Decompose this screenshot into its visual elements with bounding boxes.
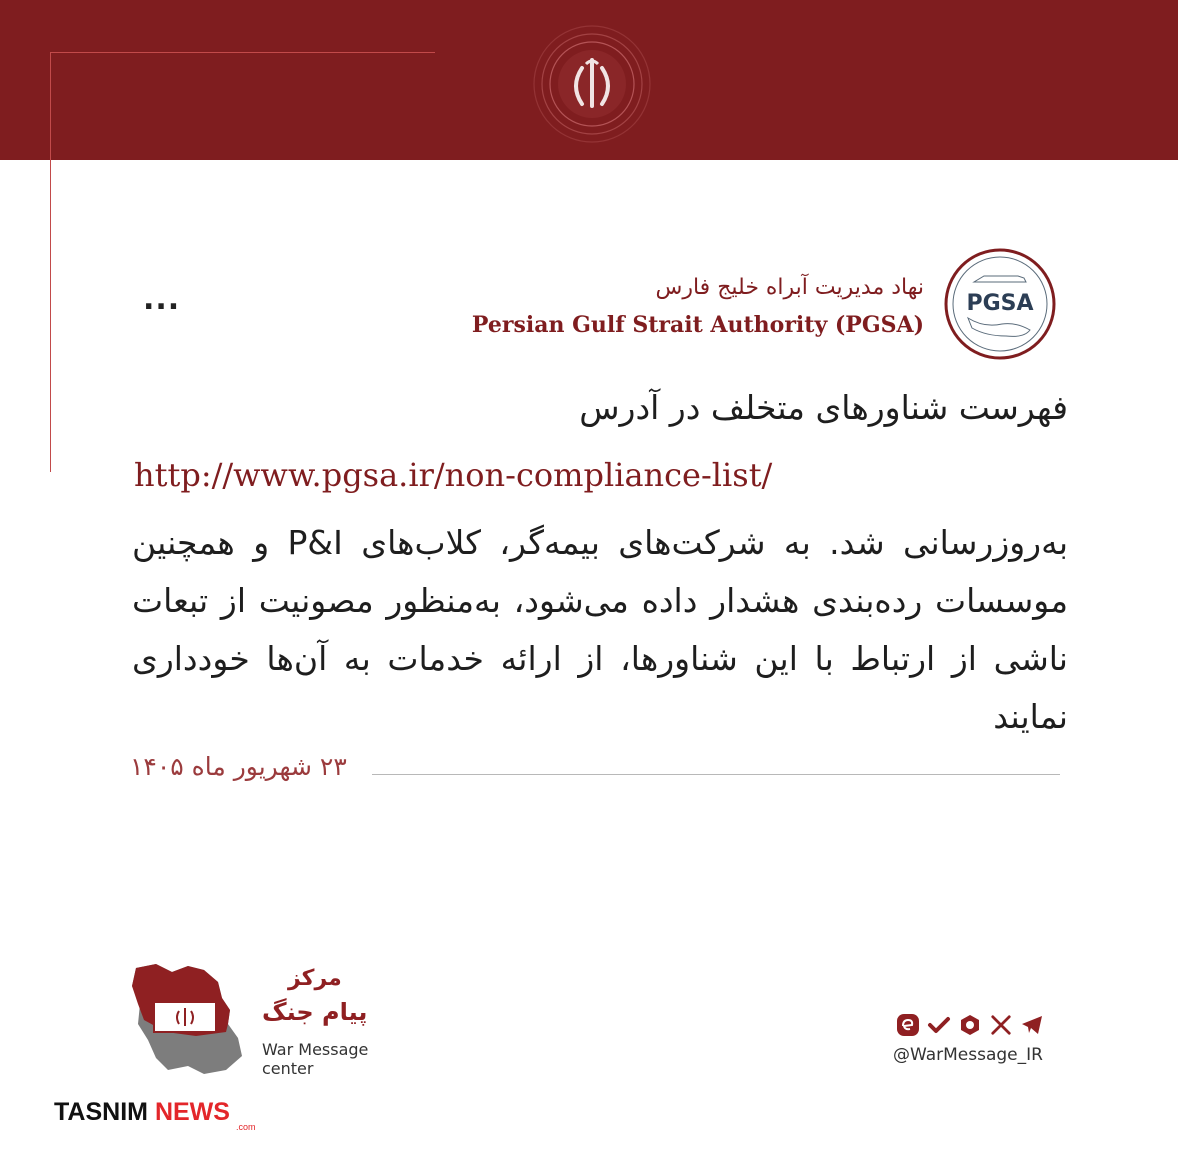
org-name-fa: نهاد مدیریت آبراه خلیج فارس: [655, 275, 924, 300]
post-headline: فهرست شناورهای متخلف در آدرس: [579, 388, 1068, 427]
pgsa-logo-text: PGSA: [966, 291, 1034, 316]
center-name-en: War Message center: [262, 1040, 369, 1078]
frame-line-top: [50, 52, 435, 53]
brand-part1: TASNIM: [54, 1098, 148, 1126]
center-name-fa-line2: پیام جنگ: [262, 998, 368, 1026]
post-body: به‌روزرسانی شد. به شرکت‌های بیمه‌گر، کلاب‌های P&I و همچنین موسسات رده‌بندی هشدار داده می‌شود، به‌منظور مصونیت از تبعات ناشی از ارتباط با این شناورها، از ارائه خدمات به آن‌ها خودداری نمایند: [132, 523, 1068, 736]
telegram-icon[interactable]: [1019, 1012, 1045, 1038]
x-icon[interactable]: [988, 1012, 1014, 1038]
org-name-en: Persian Gulf Strait Authority (PGSA): [471, 312, 924, 338]
brand-part2: NEWS: [154, 1098, 230, 1126]
center-name-fa-line1: مرکز: [288, 966, 342, 991]
eitaa-icon[interactable]: [895, 1012, 921, 1038]
pgsa-logo: [944, 248, 1056, 360]
iran-emblem-icon: [530, 22, 654, 146]
iran-map-icon: [126, 958, 256, 1080]
post-date: ۲۳ شهریور ماه ۱۴۰۵: [130, 752, 347, 781]
tasnim-news-logo: [54, 1098, 230, 1127]
frame-line-left: [50, 52, 51, 472]
divider: [372, 774, 1060, 775]
non-compliance-list-link[interactable]: http://www.pgsa.ir/non-compliance-list/: [134, 456, 773, 494]
social-handle: @WarMessage_IR: [893, 1045, 1043, 1065]
brand-suffix: .com: [236, 1122, 256, 1132]
rubika-icon[interactable]: [926, 1012, 952, 1038]
bale-icon[interactable]: [957, 1012, 983, 1038]
social-icons: [895, 1012, 1045, 1038]
more-options-button[interactable]: ...: [143, 282, 181, 317]
